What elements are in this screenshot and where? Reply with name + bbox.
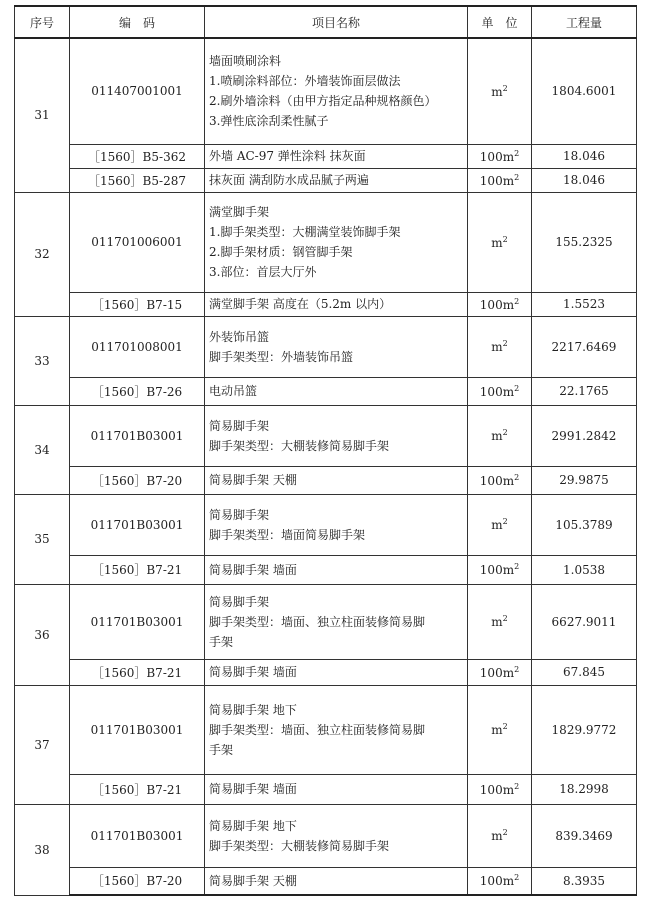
- table-row: [15, 292, 637, 316]
- code-cell: ［1560］B7-20: [70, 466, 205, 494]
- item-name-cell: [205, 685, 468, 774]
- item-name-cell: [205, 192, 468, 292]
- item-name-line: 脚手架类型：墙面简易脚手架: [209, 527, 366, 542]
- item-name-line: 简易脚手架 地下: [209, 702, 297, 717]
- header-code: 编 码: [70, 6, 205, 38]
- unit-text: 100m: [479, 297, 515, 312]
- item-name-line: 墙面喷刷涂料: [209, 54, 282, 69]
- unit-exponent: 2: [514, 472, 520, 482]
- quantity-cell: 2217.6469: [532, 316, 637, 377]
- header-row: [15, 6, 637, 38]
- table-row: [15, 774, 637, 804]
- code-cell: ［1560］B7-21: [70, 774, 205, 804]
- item-name-line: 满堂脚手架: [209, 205, 270, 219]
- item-name-line: 满堂脚手架 高度在（5.2m 以内）: [209, 297, 392, 311]
- code-cell: ［1560］B7-21: [70, 659, 205, 685]
- item-name-line: 3.部位：首层大厅外: [209, 265, 317, 279]
- item-name-line: 3.弹性底涂刮柔性腻子: [209, 114, 329, 129]
- seq-cell: 35: [15, 494, 70, 584]
- unit-text: m: [491, 829, 503, 843]
- item-name-cell: [205, 316, 468, 377]
- code-cell: 011701B03001: [70, 685, 205, 774]
- item-name-line: 简易脚手架 墙面: [209, 782, 297, 796]
- item-name-line: 简易脚手架 墙面: [209, 562, 297, 577]
- seq-cell: 32: [15, 192, 70, 316]
- unit-cell: [468, 144, 532, 168]
- unit-text: 100m: [479, 782, 515, 797]
- unit-cell: [468, 867, 532, 895]
- table-row: [15, 804, 637, 867]
- code-cell: 011701B03001: [70, 804, 205, 867]
- quantity-cell: 1829.9772: [532, 685, 637, 774]
- table-row: [15, 494, 637, 555]
- quantity-cell: 2991.2842: [532, 405, 637, 466]
- item-name-line: 简易脚手架 天棚: [209, 873, 297, 888]
- table-row: [15, 316, 637, 377]
- unit-text: 100m: [479, 149, 515, 164]
- quantity-cell: 67.845: [532, 659, 637, 685]
- item-name-line: 简易脚手架: [209, 594, 270, 609]
- item-name-line: 简易脚手架 地下: [209, 818, 297, 833]
- table-row: [15, 659, 637, 685]
- header-name: 项目名称: [205, 6, 468, 38]
- item-name-cell: [205, 144, 468, 168]
- quantity-cell: 839.3469: [532, 804, 637, 867]
- unit-text: m: [491, 340, 503, 354]
- item-name-line: 2.脚手架材质：钢管脚手架: [209, 245, 353, 259]
- unit-cell: [468, 584, 532, 659]
- unit-exponent: 2: [514, 664, 520, 674]
- unit-exponent: 2: [514, 383, 520, 393]
- item-name-line: 外墙 AC-97 弹性涂料 抹灰面: [209, 149, 366, 163]
- unit-text: m: [491, 235, 503, 250]
- unit-cell: [468, 804, 532, 867]
- item-name-line: 简易脚手架 墙面: [209, 665, 297, 679]
- quantity-cell: 105.3789: [532, 494, 637, 555]
- unit-exponent: 2: [514, 781, 520, 791]
- code-cell: 011701B03001: [70, 584, 205, 659]
- item-name-cell: [205, 168, 468, 192]
- seq-cell: 31: [15, 38, 70, 192]
- seq-cell: 38: [15, 804, 70, 895]
- code-cell: ［1560］B7-15: [70, 292, 205, 316]
- item-name-line: 抹灰面 满刮防水成品腻子两遍: [209, 173, 369, 187]
- item-name-line: 外装饰吊篮: [209, 329, 270, 344]
- table-row: [15, 867, 637, 895]
- table-row: [15, 466, 637, 494]
- unit-exponent: 2: [502, 339, 508, 348]
- code-cell: 011701B03001: [70, 405, 205, 466]
- quantity-cell: 18.2998: [532, 774, 637, 804]
- item-name-cell: [205, 555, 468, 584]
- unit-text: m: [491, 429, 503, 443]
- item-name-cell: [205, 867, 468, 895]
- code-cell: ［1560］B7-26: [70, 377, 205, 405]
- unit-exponent: 2: [514, 562, 520, 571]
- header-unit: 单 位: [468, 6, 532, 38]
- unit-text: m: [491, 84, 503, 99]
- bill-of-quantities-table: [14, 5, 637, 896]
- table-row: [15, 685, 637, 774]
- unit-exponent: 2: [502, 722, 508, 731]
- item-name-cell: [205, 494, 468, 555]
- unit-cell: [468, 555, 532, 584]
- table-row: [15, 144, 637, 168]
- code-cell: ［1560］B7-21: [70, 555, 205, 584]
- item-name-line: 电动吊篮: [209, 384, 258, 398]
- seq-cell: 37: [15, 685, 70, 804]
- unit-text: 100m: [479, 473, 515, 488]
- code-cell: ［1560］B5-362: [70, 144, 205, 168]
- code-cell: 011701006001: [70, 192, 205, 292]
- unit-exponent: 2: [514, 172, 520, 182]
- unit-cell: [468, 168, 532, 192]
- unit-text: 100m: [479, 563, 515, 577]
- unit-exponent: 2: [514, 873, 520, 883]
- unit-text: m: [491, 615, 503, 629]
- code-cell: ［1560］B7-20: [70, 867, 205, 895]
- item-name-line: 简易脚手架: [209, 418, 270, 433]
- unit-text: 100m: [479, 665, 515, 680]
- unit-cell: [468, 494, 532, 555]
- code-cell: ［1560］B5-287: [70, 168, 205, 192]
- table-row: [15, 377, 637, 405]
- header-seq: 序号: [15, 6, 70, 38]
- item-name-cell: [205, 38, 468, 144]
- item-name-cell: [205, 292, 468, 316]
- table-row: [15, 555, 637, 584]
- item-name-line: 2.刷外墙涂料（由甲方指定品种规格颜色）: [209, 94, 437, 109]
- unit-exponent: 2: [514, 148, 520, 158]
- unit-cell: [468, 659, 532, 685]
- quantity-cell: 8.3935: [532, 867, 637, 895]
- unit-exponent: 2: [502, 614, 508, 623]
- quantity-cell: 22.1765: [532, 377, 637, 405]
- unit-text: 100m: [479, 874, 515, 889]
- quantity-cell: 18.046: [532, 144, 637, 168]
- quantity-cell: 155.2325: [532, 192, 637, 292]
- unit-exponent: 2: [502, 83, 508, 93]
- item-name-line: 脚手架类型：大棚装修简易脚手架: [209, 438, 390, 453]
- code-cell: 011701008001: [70, 316, 205, 377]
- unit-text: m: [491, 518, 503, 532]
- unit-exponent: 2: [502, 428, 508, 437]
- header-qty: 工程量: [532, 6, 637, 38]
- quantity-cell: 1804.6001: [532, 38, 637, 144]
- table-row: [15, 405, 637, 466]
- unit-cell: [468, 466, 532, 494]
- seq-cell: 34: [15, 405, 70, 494]
- item-name-cell: [205, 405, 468, 466]
- unit-text: 100m: [479, 384, 515, 399]
- item-name-cell: [205, 774, 468, 804]
- item-name-cell: [205, 466, 468, 494]
- unit-exponent: 2: [502, 234, 508, 244]
- item-name-cell: [205, 377, 468, 405]
- item-name-line: 1.喷刷涂料部位：外墙装饰面层做法: [209, 74, 401, 89]
- unit-exponent: 2: [502, 517, 508, 526]
- unit-cell: [468, 377, 532, 405]
- item-name-cell: [205, 584, 468, 659]
- unit-cell: [468, 405, 532, 466]
- quantity-cell: 1.0538: [532, 555, 637, 584]
- unit-exponent: 2: [502, 828, 508, 837]
- item-name-line: 简易脚手架: [209, 507, 270, 522]
- quantity-cell: 18.046: [532, 168, 637, 192]
- seq-cell: 36: [15, 584, 70, 685]
- item-name-line: 简易脚手架 天棚: [209, 473, 297, 487]
- table-row: [15, 38, 637, 144]
- item-name-line: 手架: [209, 742, 234, 757]
- item-name-line: 脚手架类型：大棚装修简易脚手架: [209, 838, 390, 853]
- item-name-line: 脚手架类型：外墙装饰吊篮: [209, 349, 354, 364]
- table-body: [15, 38, 637, 895]
- unit-cell: [468, 192, 532, 292]
- quantity-cell: 1.5523: [532, 292, 637, 316]
- unit-text: 100m: [479, 173, 515, 188]
- item-name-cell: [205, 659, 468, 685]
- unit-exponent: 2: [514, 296, 520, 306]
- item-name-line: 脚手架类型：墙面、独立柱面装修简易脚: [209, 722, 426, 737]
- unit-cell: [468, 38, 532, 144]
- unit-cell: [468, 774, 532, 804]
- table-row: [15, 168, 637, 192]
- quantity-cell: 6627.9011: [532, 584, 637, 659]
- unit-cell: [468, 316, 532, 377]
- table-row: [15, 192, 637, 292]
- unit-cell: [468, 292, 532, 316]
- item-name-cell: [205, 804, 468, 867]
- unit-text: m: [491, 723, 503, 737]
- item-name-line: 手架: [209, 634, 234, 649]
- table-row: [15, 584, 637, 659]
- unit-cell: [468, 685, 532, 774]
- seq-cell: 33: [15, 316, 70, 405]
- item-name-line: 1.脚手架类型：大棚满堂装饰脚手架: [209, 225, 401, 239]
- code-cell: 011407001001: [70, 38, 205, 144]
- item-name-line: 脚手架类型：墙面、独立柱面装修简易脚: [209, 614, 426, 629]
- quantity-cell: 29.9875: [532, 466, 637, 494]
- code-cell: 011701B03001: [70, 494, 205, 555]
